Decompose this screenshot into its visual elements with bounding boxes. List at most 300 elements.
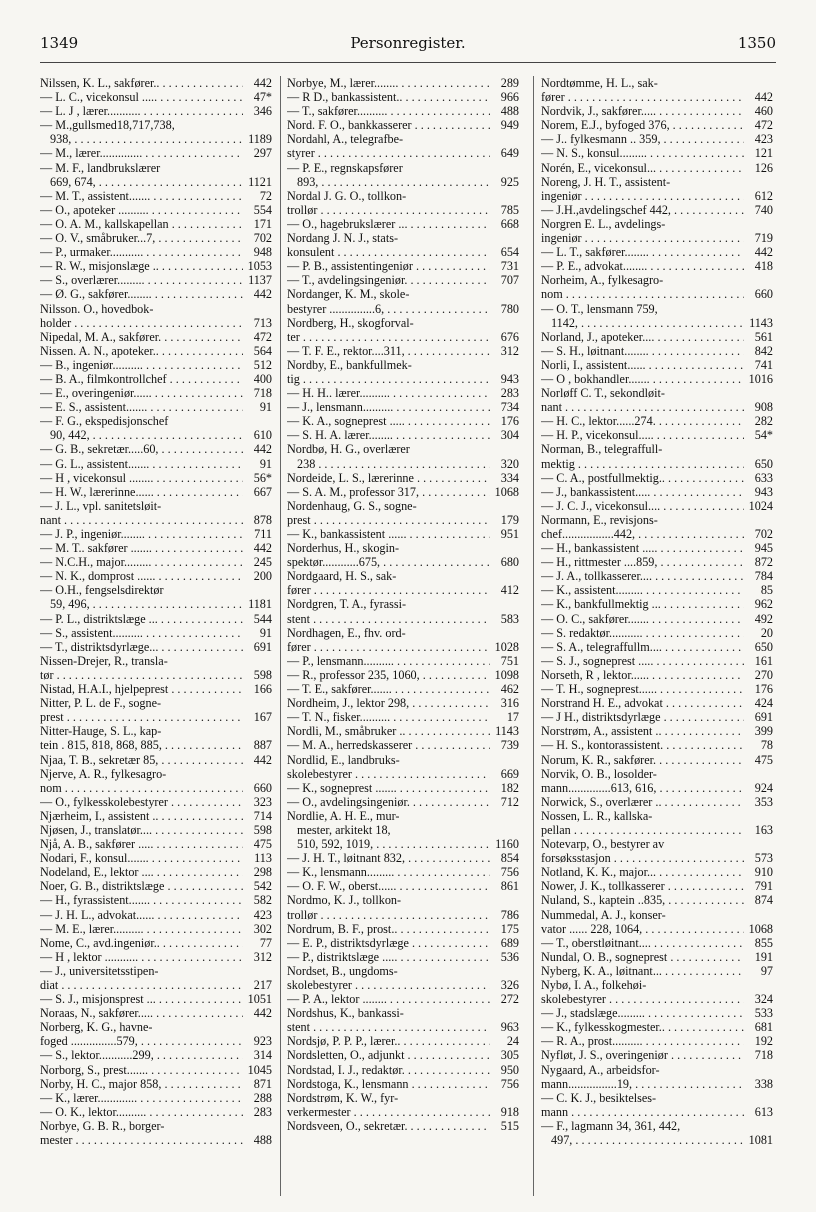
entry-name: — O., fylkesskolebestyrer . . . [40,795,243,809]
index-entry [287,964,519,978]
index-entry [541,146,773,160]
entry-page-ref: 924 [754,780,773,795]
entry-name: skolebestyrer . . . [287,978,490,992]
index-entry [287,767,519,781]
entry-page-ref: 121 [754,146,773,161]
entry-page-ref: 192 [754,1034,773,1049]
entry-name: — J. L., vpl. sanitetsløit- [40,498,162,513]
index-entry [287,936,519,950]
index-entry [541,583,773,597]
index-entry [287,978,519,992]
entry-name: — L. J , lærer........... . . . [40,104,243,118]
entry-page-ref: 633 [754,470,773,485]
entry-page-ref: 950 [500,1062,519,1077]
index-entry [287,597,519,611]
entry-page-ref: 400 [253,371,272,386]
index-entry [541,795,773,809]
entry-name: Norby, H. C., major 858, . . . [40,1077,243,1091]
entry-name: Nordlid, E., landbruks- [287,752,400,767]
entry-page-ref: 85 [760,583,773,598]
entry-name: nant . . . [541,400,744,414]
entry-page-ref: 910 [754,865,773,880]
entry-name: Norseth, R , lektor...... . . . [541,668,744,682]
entry-name: pellan . . . [541,823,744,837]
entry-name: Nuland, S., kaptein ..835, . . . [541,893,744,907]
entry-name: prest . . . [40,710,243,724]
entry-name: Nissen. A. N., apoteker.. . . . [40,344,243,358]
entry-page-ref: 702 [253,231,272,246]
index-entry [40,414,272,428]
index-entry [541,175,773,189]
entry-name: — J. A., tollkasserer.... . . . [541,569,744,583]
index-entry [541,654,773,668]
entry-page-ref: 1160 [495,837,519,852]
index-entry [40,104,272,118]
entry-page-ref: 56* [253,470,272,485]
entry-name: — N. S., konsul......... . . . [541,146,744,160]
entry-page-ref: 669 [500,766,519,781]
index-entry [541,1133,773,1147]
entry-page-ref: 918 [500,1104,519,1119]
index-entry [541,908,773,922]
entry-page-ref: 191 [754,949,773,964]
index-entry [287,428,519,442]
entry-name: Norman, B., telegraffull- [541,442,663,457]
index-entry [541,626,773,640]
index-entry [541,344,773,358]
index-entry [541,90,773,104]
entry-name: — S. J., sogneprest ..... . . . [541,654,744,668]
index-entry [40,161,272,175]
entry-page-ref: 200 [253,569,272,584]
index-entry [287,668,519,682]
index-entry [287,330,519,344]
entry-name: — J., universitetsstipen- [40,963,159,978]
index-entry [541,428,773,442]
index-entry [287,386,519,400]
entry-name: Norli, I., assistent...... . . . [541,358,744,372]
entry-page-ref: 176 [754,682,773,697]
index-entry [287,851,519,865]
entry-page-ref: 182 [500,780,519,795]
index-entry [541,541,773,555]
index-entry [287,189,519,203]
entry-page-ref: 399 [754,724,773,739]
entry-page-ref: 326 [500,978,519,992]
entry-name: Nordstrøm, K. W., fyr- [287,1090,399,1105]
entry-page-ref: 791 [754,879,773,894]
entry-page-ref: 943 [500,371,519,386]
entry-name: — M. T., assistent....... . . . [40,189,243,203]
column-divider [533,76,534,1196]
index-entry [287,950,519,964]
entry-page-ref: 561 [754,329,773,344]
entry-name: — O., avdelingsingeniør. . . . [287,795,490,809]
index-entry [40,358,272,372]
entry-page-ref: 1121 [248,174,272,189]
entry-name: mester, arkitekt 18, [297,822,391,837]
index-entry [541,203,773,217]
index-entry [287,175,519,189]
entry-name: Njøsen, J., translatør.... . . . [40,823,243,837]
entry-name: — K., bankassistent ...... . . . [287,527,490,541]
entry-page-ref: 167 [253,710,272,725]
entry-name: Nordset, B., ungdoms- [287,963,398,978]
index-entry [40,668,272,682]
entry-name: — K., lensmann......... . . . [287,865,490,879]
entry-name: 893, . . . [297,175,490,189]
index-entry [287,344,519,358]
entry-name: — F. G., ekspedisjonschef [40,414,169,429]
entry-name: — S. A. M., professor 317, . . . [287,485,490,499]
index-entry [40,1091,272,1105]
entry-name: Njaa, T. B., sekretær 85, . . . [40,753,243,767]
index-entry [40,809,272,823]
index-entry [40,992,272,1006]
entry-name: — O. C., sakfører....... . . . [541,612,744,626]
entry-name: — M., lærer.............. . . . [40,146,243,160]
index-entry [541,132,773,146]
entry-name: — F., lagmann 34, 361, 442, [541,1118,681,1133]
entry-page-ref: 861 [500,879,519,894]
index-entry [40,316,272,330]
index-entry [287,626,519,640]
entry-page-ref: 711 [254,527,272,541]
entry-name: — E. P., distriktsdyrlæge . . . [287,936,490,950]
index-entry [40,1034,272,1048]
entry-name: — P., lensmann.......... . . . [287,654,490,668]
entry-page-ref: 24 [506,1034,519,1049]
index-entry [541,781,773,795]
entry-name: mester . . . [40,1133,243,1147]
index-entry [541,823,773,837]
entry-page-ref: 91 [259,625,272,640]
index-entry [40,555,272,569]
entry-name: nant . . . [40,513,243,527]
entry-name: — S. H. A. lærer........ . . . [287,428,490,442]
index-entry [541,302,773,316]
entry-name: Njærheim, I., assistent .. . . . [40,809,243,823]
index-entry [287,922,519,936]
index-entry [40,922,272,936]
index-entry [287,1119,519,1133]
entry-name: — O. F. W., oberst...... . . . [287,879,490,893]
entry-name: styrer . . . [287,146,490,160]
entry-name: — J., lensmann.......... . . . [287,400,490,414]
index-entry [40,302,272,316]
entry-page-ref: 780 [500,301,519,316]
index-entry [541,612,773,626]
index-entry [287,541,519,555]
entry-name: — M. A., herredskasserer . . . [287,738,490,752]
entry-name: Njerve, A. R., fylkesagro- [40,766,167,781]
entry-page-ref: 731 [500,259,519,274]
entry-page-ref: 166 [253,682,272,697]
index-entry [541,273,773,287]
entry-name: Nummedal, A. J., konser- [541,907,666,922]
entry-name: — B., ingeniør.......... . . . [40,358,243,372]
entry-page-ref: 346 [253,104,272,119]
entry-name: — C. A., postfullmektig.. . . . [541,471,744,485]
entry-page-ref: 1045 [247,1062,272,1077]
entry-name: mann . . . [541,1105,744,1119]
entry-name: Norvik, O. B., losolder- [541,766,657,781]
entry-name: Nygaard, A., arbeidsfor- [541,1062,660,1077]
entry-page-ref: 842 [754,343,773,358]
entry-name: Notevarp, O., bestyrer av [541,837,665,852]
entry-name: stent . . . [287,1020,490,1034]
entry-name: — O. T., lensmann 759, [541,301,658,316]
entry-page-ref: 691 [253,639,272,654]
entry-page-ref: 54* [754,428,773,443]
index-entry [40,1119,272,1133]
entry-page-ref: 217 [253,978,272,992]
entry-page-ref: 649 [500,146,519,161]
entry-name: tein . 815, 818, 868, 885, . . . [40,738,243,752]
index-entry [40,485,272,499]
index-entry [287,499,519,513]
index-entry [287,879,519,893]
entry-name: stent . . . [287,612,490,626]
entry-name: — H. W., lærerinne...... . . . [40,485,243,499]
entry-name: — J H., distriktsdyrlæge . . . [541,710,744,724]
index-entry [40,1006,272,1020]
index-entry [541,879,773,893]
index-entry [40,597,272,611]
entry-name: — O.H., fengselsdirektør [40,583,164,598]
entry-page-ref: 582 [253,893,272,908]
index-entry [40,146,272,160]
index-entry [287,1048,519,1062]
index-entry [541,1077,773,1091]
index-entry [40,287,272,301]
entry-name: holder . . . [40,316,243,330]
index-entry [287,414,519,428]
entry-name: — E. S., assistent....... . . . [40,400,243,414]
entry-page-ref: 963 [500,1020,519,1035]
entry-page-ref: 492 [754,611,773,626]
entry-page-ref: 302 [253,921,272,936]
entry-page-ref: 288 [253,1090,272,1105]
entry-name: — N.C.H., major......... . . . [40,555,243,569]
entry-name: Nissen-Drejer, R., transla- [40,653,168,668]
entry-page-ref: 871 [253,1076,272,1091]
index-entry [40,781,272,795]
entry-name: Nordbø, H. G., overlærer [287,442,410,457]
entry-name: Nodari, F., konsul....... . . . [40,851,243,865]
entry-page-ref: 1016 [748,371,773,386]
index-entry [40,442,272,456]
index-entry [541,118,773,132]
entry-name: — K. A., sogneprest ..... . . . [287,414,490,428]
entry-page-ref: 668 [500,216,519,231]
index-entry [541,471,773,485]
entry-name: tør . . . [40,668,243,682]
index-entry [40,217,272,231]
entry-page-ref: 316 [500,696,519,711]
index-entry [541,287,773,301]
entry-page-ref: 1051 [247,992,272,1007]
entry-page-ref: 289 [500,76,519,90]
entry-name: Norderhus, H., skogin- [287,541,400,556]
entry-name: — M. T.. sakfører ....... . . . [40,541,243,555]
index-entry [287,400,519,414]
entry-page-ref: 78 [760,738,773,753]
entry-page-ref: 171 [253,216,272,231]
entry-page-ref: 412 [500,583,519,598]
entry-name: — J.H.,avdelingschef 442, . . . [541,203,744,217]
entry-name: — J.. fylkesmann .. 359, . . . [541,132,744,146]
entry-page-ref: 1189 [248,132,272,147]
entry-page-ref: 1143 [495,724,519,739]
entry-name: Nordgaard, H. S., sak- [287,569,397,584]
index-entry [40,1048,272,1062]
entry-name: — T., sakfører.......... . . . [287,104,490,118]
entry-name: konsulent . . . [287,245,490,259]
entry-page-ref: 702 [754,527,773,541]
entry-name: Norløff C. T., sekondløit- [541,386,665,401]
entry-name: — O., hagebrukslærer ... . . . [287,217,490,231]
entry-name: — O., apoteker .......... . . . [40,203,243,217]
entry-page-ref: 660 [754,287,773,302]
entry-name: verkermester . . . [287,1105,490,1119]
entry-name: Norheim, A., fylkesagro- [541,273,664,288]
entry-name: — L. T., sakfører........ . . . [541,245,744,259]
entry-name: Nordtømme, H. L., sak- [541,76,658,90]
index-entry [40,696,272,710]
index-entry [40,245,272,259]
index-entry [541,372,773,386]
entry-name: — H. C., lektor......274. . . . [541,414,744,428]
index-entry [541,386,773,400]
index-entry [40,344,272,358]
entry-page-ref: 573 [754,851,773,866]
entry-name: Nordang J. N. J., stats- [287,231,399,246]
entry-page-ref: 475 [253,837,272,852]
index-column-2 [287,76,519,1196]
entry-page-ref: 472 [754,118,773,133]
index-entry [541,668,773,682]
index-entry [541,316,773,330]
entry-page-ref: 304 [500,428,519,443]
entry-name: Norwick, S., overlærer .. . . . [541,795,744,809]
index-entry [40,541,272,555]
entry-name: Nordsjø, P. P. P., lærer.. . . . [287,1034,490,1048]
entry-page-ref: 598 [253,667,272,682]
entry-name: prest . . . [287,513,490,527]
index-entry [40,1063,272,1077]
entry-name: — H. S., kontorassistent. . . . [541,738,744,752]
entry-name: Norstrøm, A., assistent .. . . . [541,724,744,738]
entry-page-ref: 472 [253,329,272,344]
index-entry [287,724,519,738]
entry-page-ref: 786 [500,907,519,922]
index-entry [40,978,272,992]
entry-name: Norem, E.J., byfoged 376, . . . [541,118,744,132]
entry-page-ref: 460 [754,104,773,119]
index-entry [40,936,272,950]
entry-name: — K., assistent......... . . . [541,583,744,597]
entry-name: — G. L., assistent....... . . . [40,457,243,471]
entry-name: — P. A., lektor ........ . . . [287,992,490,1006]
entry-name: Nipedal, M. A., sakfører. . . . [40,330,243,344]
entry-name: — P. B., assistentingeniør . . . [287,259,490,273]
index-entry [287,738,519,752]
entry-page-ref: 949 [500,118,519,133]
entry-name: — J. P., ingeniør........ . . . [40,527,243,541]
entry-name: mektig . . . [541,457,744,471]
entry-name: — T. N., fisker.......... . . . [287,710,490,724]
entry-name: — S., lektor...........299, . . . [40,1048,243,1062]
entry-name: — S. H., løitnant........ . . . [541,344,744,358]
index-entry [40,90,272,104]
entry-name: trollør . . . [287,203,490,217]
entry-page-ref: 1068 [748,921,773,936]
entry-name: — O. K., lektor.......... . . . [40,1105,243,1119]
entry-name: Nilssen, K. L., sakfører.. . . . [40,76,243,90]
entry-name: Nordli, M., småbruker .. . . . [287,724,490,738]
entry-page-ref: 654 [500,245,519,260]
entry-page-ref: 179 [500,512,519,527]
entry-page-ref: 324 [754,992,773,1007]
index-entry [541,640,773,654]
entry-page-ref: 418 [754,259,773,274]
index-entry [541,936,773,950]
index-entry [287,316,519,330]
entry-page-ref: 442 [253,442,272,457]
index-entry [287,823,519,837]
entry-name: Norland, J., apoteker.... . . . [541,330,744,344]
index-entry [40,682,272,696]
index-entry [40,400,272,414]
index-entry [40,132,272,146]
entry-page-ref: 475 [754,752,773,767]
index-entry [541,499,773,513]
index-entry [287,908,519,922]
index-entry [541,710,773,724]
index-entry [541,513,773,527]
entry-name: Nordhagen, E., fhv. ord- [287,625,406,640]
index-entry [541,442,773,456]
entry-page-ref: 1024 [748,498,773,513]
entry-name: Norbye, G. B. R., borger- [40,1118,165,1133]
entry-page-ref: 785 [500,202,519,217]
index-entry [40,513,272,527]
entry-name: — R., professor 235, 1060, . . . [287,668,490,682]
entry-page-ref: 756 [500,865,519,880]
entry-name: Nordmo, K. J., tollkon- [287,893,402,908]
entry-page-ref: 707 [500,273,519,288]
entry-page-ref: 923 [253,1034,272,1049]
index-entry [541,767,773,781]
index-entry [541,753,773,767]
entry-name: Nordshus, K., bankassi- [287,1006,404,1021]
entry-page-ref: 126 [754,160,773,175]
entry-page-ref: 17 [506,710,519,725]
index-entry [541,724,773,738]
index-entry [287,358,519,372]
index-entry [287,1034,519,1048]
entry-name: Normann, E., revisjons- [541,512,658,527]
entry-name: — O , bokhandler....... . . . [541,372,744,386]
entry-page-ref: 756 [500,1076,519,1091]
index-entry [541,330,773,344]
entry-name: ingeniør . . . [541,231,744,245]
index-entry [40,569,272,583]
entry-name: Noreng, J. H. T., assistent- [541,174,671,189]
index-entry [541,414,773,428]
entry-name: Norum, K. R., sakfører. . . . [541,753,744,767]
